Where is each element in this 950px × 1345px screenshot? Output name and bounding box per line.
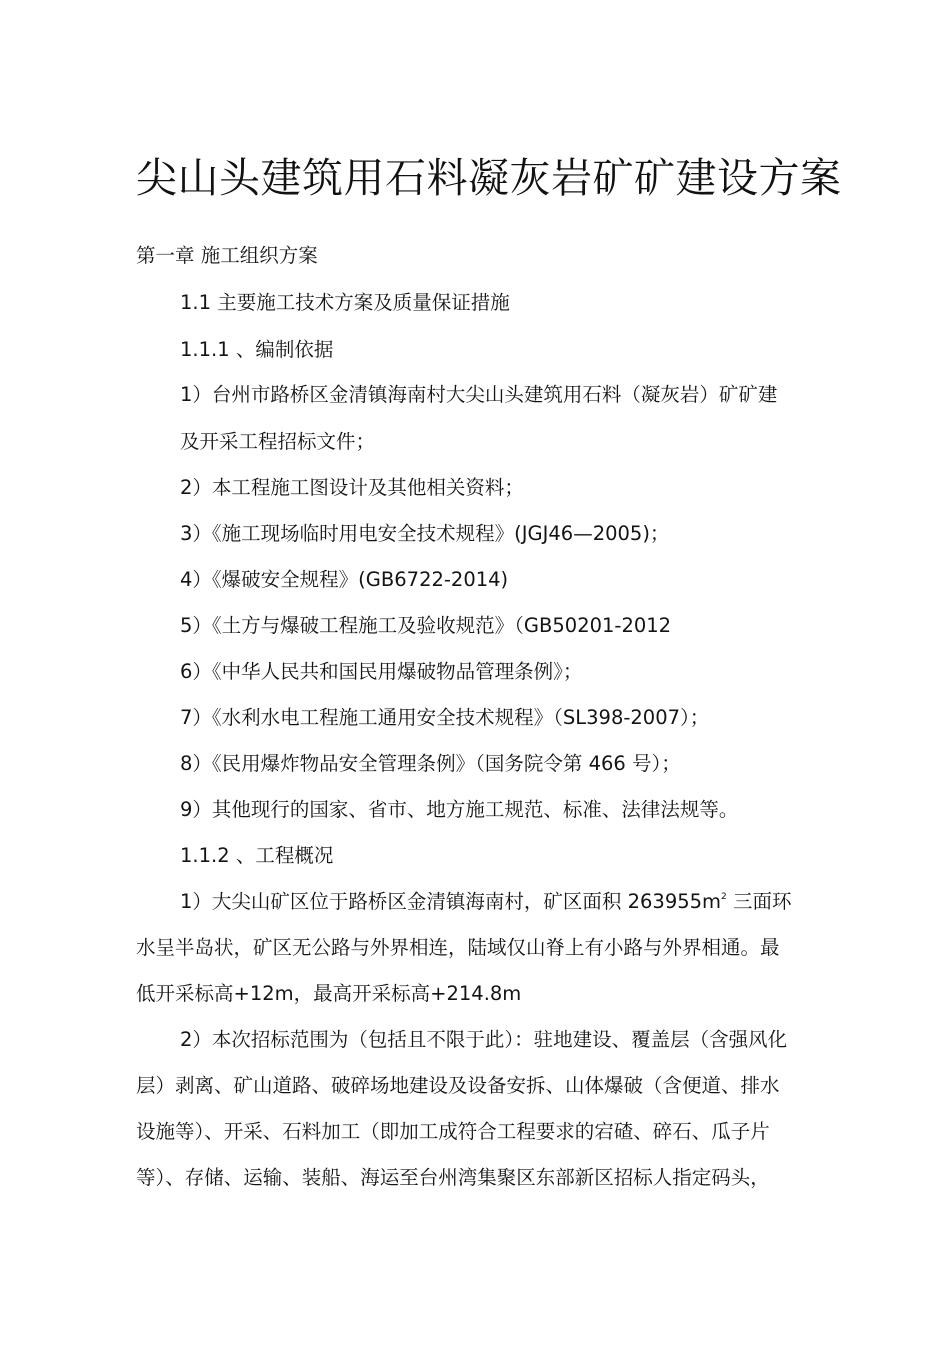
basis-item-1: 1）台州市路桥区金清镇海南村大尖山头建筑用石料（凝灰岩）矿矿建 xyxy=(180,383,778,406)
overview-1-line-2: 水呈半岛状，矿区无公路与外界相连，陆域仅山脊上有小路与外界相通。最 xyxy=(136,936,780,959)
basis-item-1-cont: 及开采工程招标文件； xyxy=(180,430,376,453)
overview-2-line-3: 设施等）、开采、石料加工（即加工成符合工程要求的宕碴、碎石、瓜子片 xyxy=(136,1120,770,1143)
overview-1-line-1 xyxy=(180,888,791,916)
basis-item-5: 5）《土方与爆破工程施工及验收规范》（GB50201-2012 xyxy=(180,614,672,637)
section-heading: 1.1 主要施工技术方案及质量保证措施 xyxy=(180,291,510,314)
basis-item-6: 6）《中华人民共和国民用爆破物品管理条例》； xyxy=(180,660,583,683)
document-title: 尖山头建筑用石料凝灰岩矿矿建设方案 xyxy=(136,154,842,202)
overview-1-line-3: 低开采标高+12m，最高开采标高+214.8m xyxy=(136,982,522,1005)
subsection-heading-basis: 1.1.1 、编制依据 xyxy=(180,338,334,361)
overview-1-text-tail: 三面环 xyxy=(726,890,792,913)
chapter-heading: 第一章 施工组织方案 xyxy=(136,244,318,267)
basis-item-9: 9）其他现行的国家、省市、地方施工规范、标准、法律法规等。 xyxy=(180,798,739,821)
area-unit-superscript: 2 xyxy=(721,891,727,902)
basis-item-7: 7）《水利水电工程施工通用安全技术规程》（SL398-2007）； xyxy=(180,706,710,729)
basis-item-4: 4）《爆破安全规程》(GB6722-2014) xyxy=(180,568,509,591)
subsection-heading-overview: 1.1.2 、工程概况 xyxy=(180,844,334,867)
overview-2-line-1: 2）本次招标范围为（包括且不限于此）：驻地建设、覆盖层（含强风化 xyxy=(180,1028,788,1051)
overview-1-text: 1）大尖山矿区位于路桥区金清镇海南村，矿区面积 263955m xyxy=(180,890,722,913)
basis-item-2: 2）本工程施工图设计及其他相关资料； xyxy=(180,476,524,499)
overview-2-line-4: 等）、存储、运输、装船、海运至台州湾集聚区东部新区招标人指定码头， xyxy=(136,1166,770,1189)
basis-item-8: 8）《民用爆炸物品安全管理条例》（国务院令第 466 号）； xyxy=(180,752,681,775)
basis-item-3: 3）《施工现场临时用电安全技术规程》(JGJ46—2005)； xyxy=(180,522,670,545)
overview-2-line-2: 层）剥离、矿山道路、破碎场地建设及设备安拆、山体爆破（含便道、排水 xyxy=(136,1074,780,1097)
